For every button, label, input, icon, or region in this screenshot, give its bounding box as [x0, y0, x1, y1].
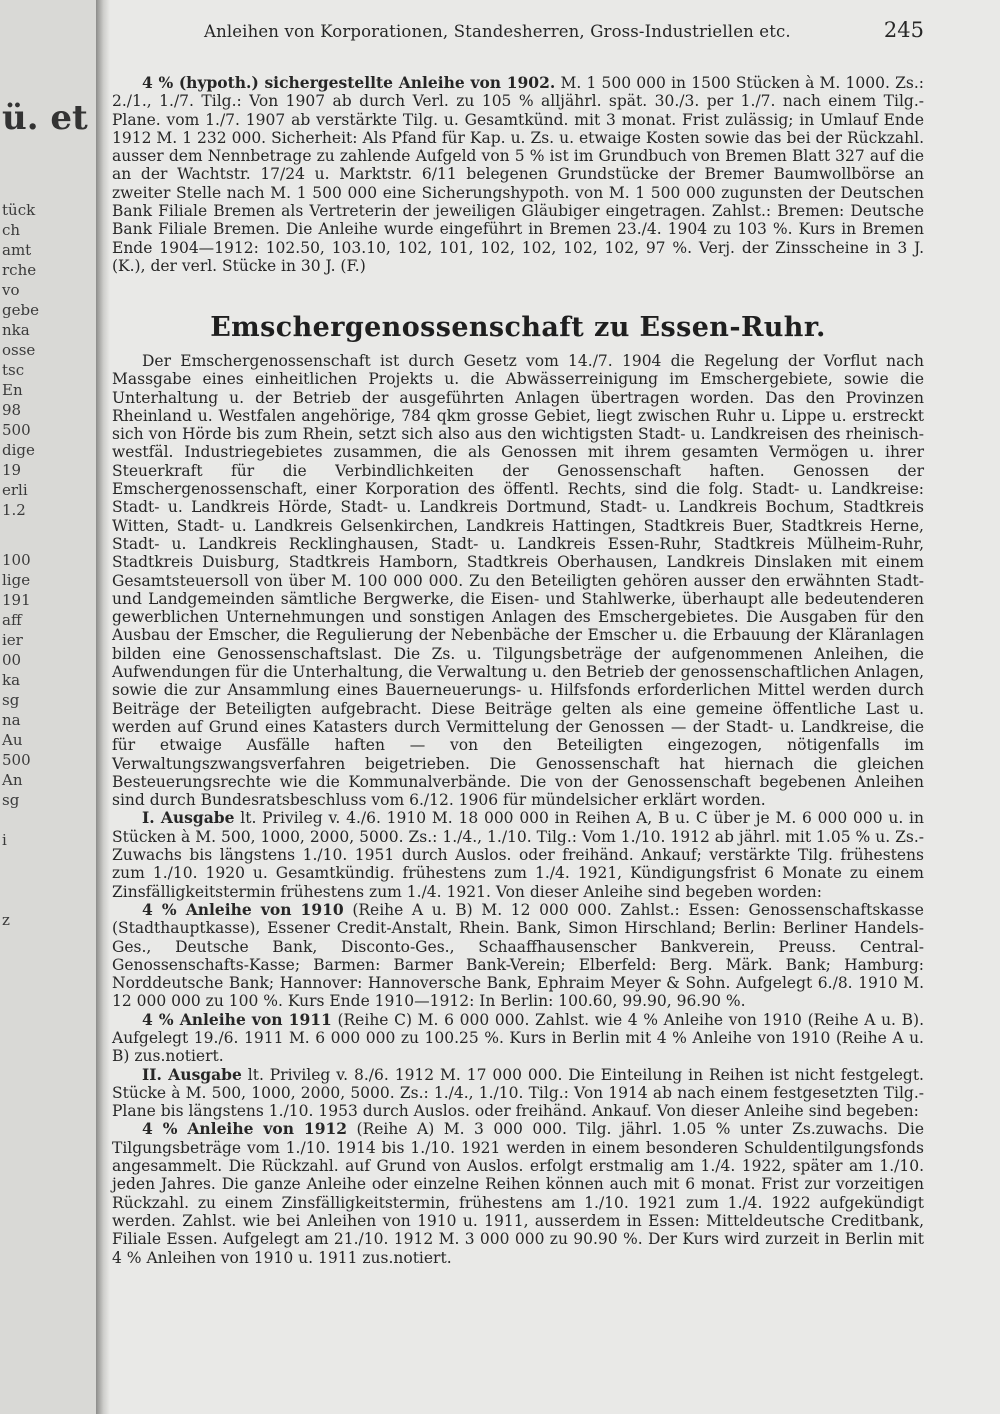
margin-fragment: ü. et — [2, 98, 88, 138]
margin-fragment: tsc — [2, 361, 25, 379]
margin-fragment: Au — [2, 731, 23, 749]
loan-1912-paragraph — [112, 1120, 924, 1266]
margin-fragment: aff — [2, 611, 22, 629]
loan-1910-paragraph — [112, 901, 924, 1011]
margin-fragment: amt — [2, 241, 32, 259]
loan-1902-text: M. 1 500 000 in 1500 Stücken à M. 1000. Zs.: 2./1., 1./7. Tilg.: Von 1907 ab durch Verl. zu 105 % alljährl. spät. 30./3. per 1./7. nach einem Tilg.-Plane. vom 1./7. 1907 ab verstärkte Tilg. u. Gesamtkünd. mit 3 monat. Frist zulässig; in Umlauf Ende 1912 M. 1 232 000. Sicherheit: Als Pfand für Kap. u. Zs. u. etwaige Kosten sowie das bei der Rückzahl. ausser dem Nennbetrage zu zahlende Aufgeld von 5 % ist im Grundbuch von Bremen Blatt 327 auf die an der Wachtstr. 17/24 u. Marktstr. 6/11 belegenen Grundstücke der Bremer Baumwollbörse an zweiter Stelle nach M. 1 500 000 eine Sicherungshypoth. von M. 1 500 000 zugunsten der Deutschen Bank Filiale Bremen als Vertreterin der jeweiligen Gläubiger eingetragen. Zahlst.: Bremen: Deutsche Bank Filiale Bremen. Die Anleihe wurde eingeführt in Bremen 23./4. 1904 zu 103 %. Kurs in Bremen Ende 1904—1912: 102.50, 103.10, 102, 101, 102, 102, 102, 102, 97 %. Verj. der Zinsscheine in 3 J. (K.), der verl. Stücke in 30 J. (F.) — [112, 74, 924, 275]
margin-fragment: tück — [2, 201, 36, 219]
margin-fragment: ka — [2, 671, 21, 689]
ausgabe-1-text: lt. Privileg v. 4./6. 1910 M. 18 000 000 in Reihen A, B u. C über je M. 6 000 000 u. in Stücken à M. 500, 1000, 2000, 5000. Zs.: 1./4., 1./10. Tilg.: Vom 1./10. 1912 ab jährl. mit 1.05 % u. Zs.-Zuwachs bis längstens 1./10. 1951 durch Auslos. oder freihänd. Ankauf; verstärkte Tilg. frühestens zum 1./10. 1920 u. Gesamtkündig. frühestens zum 1./4. 1921, Kündigungsfrist 6 Monate zu einem Zinsfälligkeitstermin frühestens zum 1./4. 1921. Von dieser Anleihe sind begeben worden: — [112, 809, 924, 901]
ausgabe-2-text: lt. Privileg v. 8./6. 1912 M. 17 000 000. Die Einteilung in Reihen ist nicht festgelegt. Stücke à M. 500, 1000, 2000, 5000. Zs.: 1./4., 1./10. Tilg.: Von 1914 ab nach einem festgesetzten Tilg.-Plane bis längstens 1./10. 1953 durch Auslos. oder freihänd. Ankauf. Von dieser Anleihe sind begeben: — [112, 1065, 924, 1121]
loan-1911-paragraph — [112, 1011, 924, 1066]
intro-paragraph: Der Emschergenossenschaft ist durch Gesetz vom 14./7. 1904 die Regelung der Vorflut nach Massgabe eines einheitlichen Projekts u. die Abwässerreinigung im Emschergebiete, sowie die Unterhaltung u. der Betrieb der ausgeführten Anlagen übertragen worden. Das den Provinzen Rheinland u. Westfalen angehörige, 784 qkm grosse Gebiet, liegt zwischen Ruhr u. Lippe u. erstreckt sich von Hörde bis zum Rhein, setzt sich also aus den wichtigsten Stadt- u. Landkreisen des rheinisch-westfäl. Industriegebietes zusammen, die als Genossen mit ihrem gesamten Vermögen u. ihrer Steuerkraft für die Verbindlichkeiten der Genossenschaft haften. Genossen der Emschergenossenschaft, einer Korporation des öffentl. Rechts, sind die folg. Stadt- u. Landkreise: Stadt- u. Landkreis Hörde, Stadt- u. Landkreis Dortmund, Stadt- u. Landkreis Bochum, Stadtkreis Witten, Stadt- u. Landkreis Gelsenkirchen, Landkreis Hattingen, Stadtkreis Buer, Stadtkreis Herne, Stadt- u. Landkreis Recklinghausen, Stadt- u. Landkreis Essen-Ruhr, Stadtkreis Mülheim-Ruhr, Stadtkreis Duisburg, Stadtkreis Hamborn, Stadtkreis Oberhausen, Landkreis Dinslaken mit einem Gesamtsteuersoll von über M. 100 000 000. Zu den Beteiligten gehören ausser den erwähnten Stadt- und Landgemeinden sämtliche Bergwerke, die Eisen- und Stahlwerke, überhaupt alle bedeutenderen gewerblichen Unternehmungen und sonstigen Anlagen des Emschergebietes. Die Ausgaben für den Ausbau der Emscher, die Regulierung der Nebenbäche der Emscher u. die Erbauung der Kläranlagen bilden eine Genossenschaftslast. Die Zs. u. Tilgungsbeträge der aufgenommenen Anleihen, die Aufwendungen für die Unterhaltung, die Verwaltung u. den Betrieb der genossenschaftlichen Anlagen, sowie die zur Ansammlung eines Bauerneuerungs- u. Hilfsfonds erforderlichen Mittel werden durch Beiträge der Beteiligten aufgebracht. Diese Beiträge gelten als eine gemeine öffentliche Last u. werden auf Grund eines Katasters durch Vermittelung der Genossen — der Stadt- u. Landkreise, die für etwaige Ausfälle haften — von den Beteiligten eingezogen, nötigenfalls im Verwaltungszwangsverfahren beigetrieben. Die Genossenschaft hat hiernach die gleichen Besteuerungsrechte wie die Kommunalverbände. Die von der Genossenschaft begebenen Anleihen sind durch Bundesratsbeschluss vom 6./12. 1906 für mündelsicher erklärt worden. — [112, 352, 924, 810]
margin-fragment: An — [2, 771, 23, 789]
document-page — [112, 0, 924, 1414]
loan-1911-title: 4 % Anleihe von 1911 — [142, 1009, 332, 1029]
margin-fragment: osse — [2, 341, 36, 359]
margin-fragment: sg — [2, 691, 20, 709]
facing-page-margin — [0, 0, 104, 1414]
page-gutter — [96, 0, 110, 1414]
margin-fragment: z — [2, 911, 10, 929]
ausgabe-1-label: I. Ausgabe — [142, 808, 235, 828]
loan-1902-block — [112, 74, 924, 275]
margin-fragment: 1.2 — [2, 501, 26, 519]
margin-fragment: sg — [2, 791, 20, 809]
loan-1911-text: (Reihe C) M. 6 000 000. Zahlst. wie 4 % Anleihe von 1910 (Reihe A u. B). Aufgelegt 19./6. 1911 M. 6 000 000 zu 100.25 %. Kurs in Berlin mit 4 % Anleihe von 1910 (Reihe A u. B) zus.notiert. — [112, 1010, 924, 1066]
margin-fragment: 00 — [2, 651, 22, 669]
margin-fragment: i — [2, 831, 7, 849]
margin-fragment: dige — [2, 441, 35, 459]
loan-1902-paragraph — [112, 74, 924, 275]
ausgabe-2-paragraph — [112, 1066, 924, 1121]
loan-1912-text: (Reihe A) M. 3 000 000. Tilg. jährl. 1.05 % unter Zs.zuwachs. Die Tilgungsbeträge vom 1./10. 1914 bis 1./10. 1921 werden in einem besonderen Schuldentilgungsfonds angesammelt. Die Rückzahl. auf Grund von Auslos. erfolgt erstmalig am 1./4. 1922, später am 1./10. jeden Jahres. Die ganze Anleihe oder einzelne Reihen können auch mit 6 monat. Frist zur vorzeitigen Rückzahl. zu einem Zinsfälligkeitstermin, frühestens am 1./10. 1921 zum 1./4. 1922 aufgekündigt werden. Zahlst. wie bei Anleihen von 1910 u. 1911, ausserdem in Essen: Mitteldeutsche Creditbank, Filiale Essen. Aufgelegt am 21./10. 1912 M. 3 000 000 zu 90.90 %. Der Kurs wird zurzeit in Berlin mit 4 % Anleihen von 1910 u. 1911 zus.notiert. — [112, 1120, 924, 1267]
margin-fragment: nka — [2, 321, 30, 339]
ausgabe-2-label: II. Ausgabe — [142, 1064, 242, 1084]
margin-fragment: 191 — [2, 591, 31, 609]
section-heading: Emschergenossenschaft zu Essen-Ruhr. — [210, 312, 826, 343]
margin-fragment: En — [2, 381, 23, 399]
margin-fragment: gebe — [2, 301, 39, 319]
emscher-body — [112, 352, 924, 1267]
loan-1910-text: (Reihe A u. B) M. 12 000 000. Zahlst.: Essen: Genossenschaftskasse (Stadthauptkasse), Essener Credit-Anstalt, Rhein. Bank, Simon Hirschland; Berlin: Berliner Handels-Ges., Deutsche Bank, Disconto-Ges., Schaaffhausenscher Bankverein, Preuss. Central-Genossenschafts-Kasse; Barmen: Barmer Bank-Verein; Elberfeld: Berg. Märk. Bank; Hamburg: Norddeutsche Bank; Hannover: Hannoversche Bank, Ephraim Meyer & Sohn. Aufgelegt 6./8. 1910 M. 12 000 000 zu 100 %. Kurs Ende 1910—1912: In Berlin: 100.60, 99.90, 96.90 %. — [112, 900, 924, 1011]
loan-1902-title: 4 % (hypoth.) sichergestellte Anleihe von 1902. — [142, 73, 556, 92]
ausgabe-1-paragraph — [112, 809, 924, 900]
margin-fragment: 500 — [2, 751, 31, 769]
margin-fragment: ch — [2, 221, 21, 239]
margin-fragment: 500 — [2, 421, 31, 439]
page-number: 245 — [883, 18, 924, 42]
margin-fragment: vo — [2, 281, 20, 299]
margin-fragment: 98 — [2, 401, 22, 419]
margin-fragment: ier — [2, 631, 23, 649]
margin-fragment: lige — [2, 571, 31, 589]
margin-fragment: 19 — [2, 461, 22, 479]
running-title: Anleihen von Korporationen, Standesherren, Gross-Industriellen etc. — [204, 22, 791, 41]
margin-fragment: erli — [2, 481, 28, 499]
margin-fragment: rche — [2, 261, 37, 279]
margin-fragment: na — [2, 711, 21, 729]
loan-1912-title: 4 % Anleihe von 1912 — [142, 1119, 348, 1139]
loan-1910-title: 4 % Anleihe von 1910 — [142, 899, 344, 919]
margin-fragment: 100 — [2, 551, 31, 569]
running-header — [112, 18, 924, 50]
